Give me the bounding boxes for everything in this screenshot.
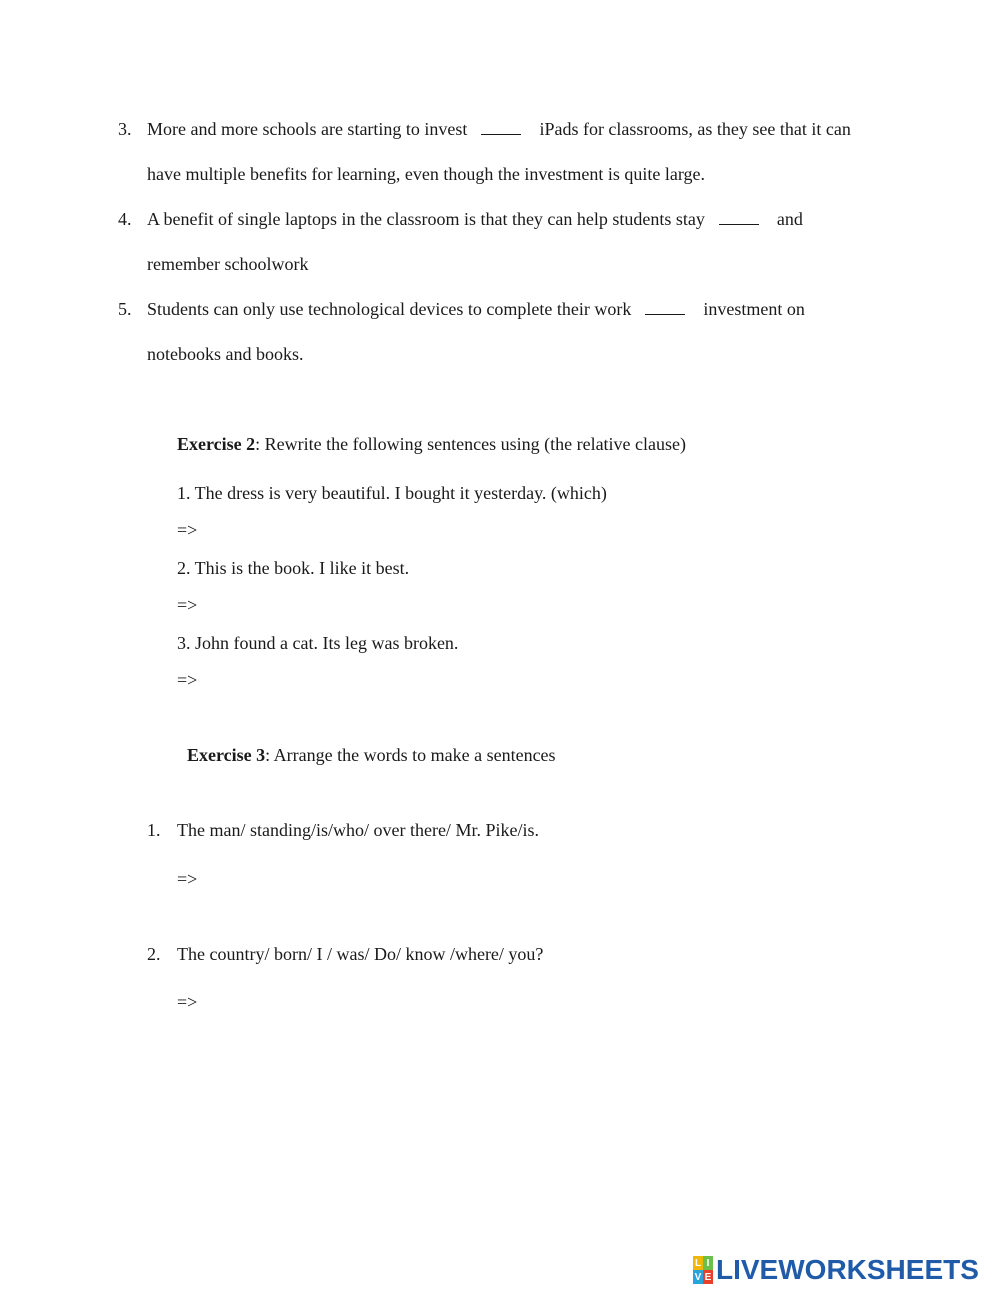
exercise3-answer-1[interactable]: => <box>177 869 198 889</box>
exercise2-answer-3[interactable]: => <box>177 670 198 690</box>
exercise3-question-1: The man/ standing/is/who/ over there/ Mr. Pike/is. <box>177 820 539 840</box>
logo-text: LIVEWORKSHEETS <box>716 1254 979 1285</box>
item-line2: have multiple benefits for learning, even though the investment is quite large. <box>147 164 706 184</box>
liveworksheets-logo <box>693 1255 979 1285</box>
exercise3-number-1: 1. <box>147 820 161 840</box>
item-line1: Students can only use technological devices to complete their work investment on <box>147 299 805 319</box>
exercise2-answer-1[interactable]: => <box>177 520 198 540</box>
exercise2-answer-2[interactable]: => <box>177 595 198 615</box>
exercise2-heading: Exercise 2: Rewrite the following sentences using (the relative clause) <box>177 434 687 454</box>
exercise3-answer-2[interactable]: => <box>177 992 198 1012</box>
exercise2-question-3: 3. John found a cat. Its leg was broken. <box>177 633 459 653</box>
item-line1: A benefit of single laptops in the classroom is that they can help students stay and <box>147 209 803 229</box>
item-number: 4. <box>118 209 132 229</box>
item-number: 5. <box>118 299 132 319</box>
item-line2: notebooks and books. <box>147 344 304 364</box>
answer-blank[interactable] <box>481 118 521 135</box>
exercise2-question-1: 1. The dress is very beautiful. I bought it yesterday. (which) <box>177 483 607 503</box>
exercise2-question-2: 2. This is the book. I like it best. <box>177 558 410 578</box>
answer-blank[interactable] <box>719 208 759 225</box>
logo-mark-icon: L I V E <box>694 1257 712 1283</box>
exercise3-heading: Exercise 3: Arrange the words to make a sentences <box>187 745 556 765</box>
exercise3-question-2: The country/ born/ I / was/ Do/ know /where/ you? <box>177 944 544 964</box>
item-line2: remember schoolwork <box>147 254 309 274</box>
exercise3-number-2: 2. <box>147 944 161 964</box>
item-number: 3. <box>118 119 132 139</box>
item-line1: More and more schools are starting to invest iPads for classrooms, as they see that it can <box>147 119 851 139</box>
answer-blank[interactable] <box>645 298 685 315</box>
